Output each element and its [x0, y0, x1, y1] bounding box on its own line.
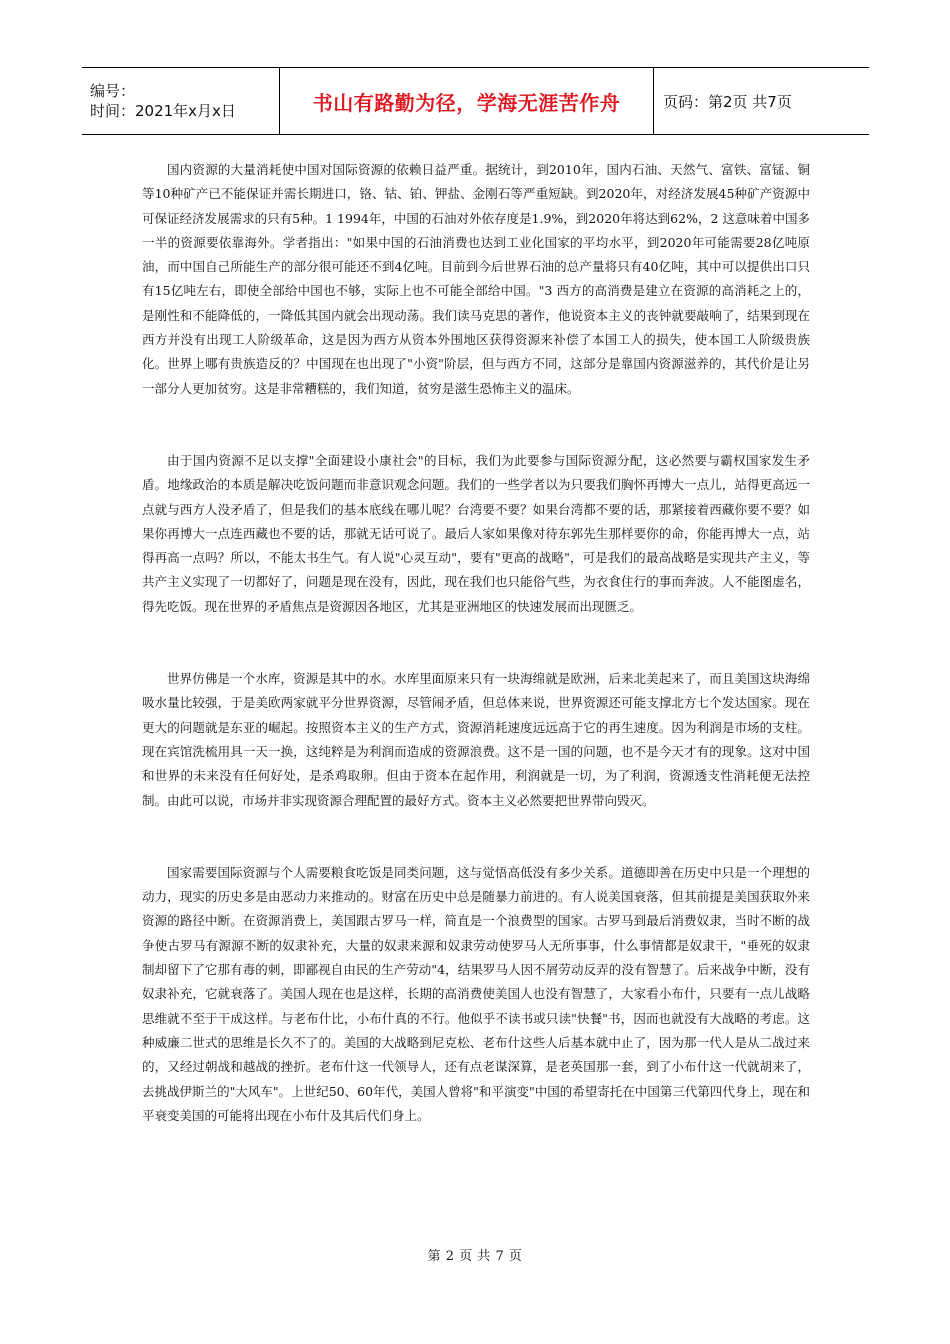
paragraph-1: 国内资源的大量消耗使中国对国际资源的依赖日益严重。据统计，到2010年，国内石油、天然气、富铁、富锰、铜等10种矿产已不能保证并需长期进口，铬、钴、铂、钾盐、金刚石等严重短缺。到2020年，对经济发展45种矿产资源中可保证经济发展需求的只有5种。1 1994年，中国的石油对外依存度是1.9%，到2020年将达到62%，2 这意味着中国多一半的资源要依靠海外。学者指出："如果中国的石油消费也达到工业化国家的平均水平，到2020年可能需要28亿吨原油，而中国自己所能生产的部分很可能还不到4亿吨。目前到今后世界石油的总产量将只有40亿吨，其中可以提供出口只有15亿吨左右，即使全部给中国也不够，实际上也不可能全部给中国。"3 西方的高消费是建立在资源的高消耗之上的，是刚性和不能降低的，一降低其国内就会出现动荡。我们读马克思的著作，他说资本主义的丧钟就要敲响了，结果到现在西方并没有出现工人阶级革命，这是因为西方从资本外围地区获得资源来补偿了本国工人的损失，使本国工人阶级贵族化。世界上哪有贵族造反的？中国现在也出现了"小资"阶层，但与西方不同，这部分是靠国内资源滋养的，其代价是让另一部分人更加贫穷。这是非常糟糕的，我们知道，贫穷是滋生恐怖主义的温床。: [142, 162, 810, 396]
document-body: [142, 158, 810, 1128]
header-page-number: 页码：第2页 共7页: [663, 92, 792, 111]
page-footer: 第 2 页 共 7 页: [427, 1249, 523, 1264]
paragraph-2: 由于国内资源不足以支撑"全面建设小康社会"的目标，我们为此要参与国际资源分配，这必然要与霸权国家发生矛盾。地缘政治的本质是解决吃饭问题而非意识观念问题。我们的一些学者以为只要我们胸怀再博大一点儿，站得更高远一点就与西方人没矛盾了，但是我们的基本底线在哪儿呢？台湾要不要？如果台湾都不要的话，那紧接着西藏你要不要？如果你再博大一点连西藏也不要的话，那就无话可说了。最后人家如果像对待东郭先生那样要你的命，你能再博大一点，站得再高一点吗？所以，不能太书生气。有人说"心灵互动"，要有"更高的战略"，可是我们的最高战略是实现共产主义，等共产主义实现了一切都好了，问题是现在没有，因此，现在我们也只能俗气些，为衣食住行的事而奔波。人不能图虚名，得先吃饭。现在世界的矛盾焦点是资源因各地区，尤其是亚洲地区的快速发展而出现匮乏。: [142, 452, 810, 614]
header-meta-cell: [82, 68, 280, 134]
paragraph-3: 世界仿佛是一个水库，资源是其中的水。水库里面原来只有一块海绵就是欧洲，后来北美起来了，而且美国这块海绵吸水量比较强，于是美欧两家就平分世界资源，尽管闹矛盾，但总体来说，世界资源还可能支撑北方七个发达国家。现在更大的问题就是东亚的崛起。按照资本主义的生产方式，资源消耗速度远远高于它的再生速度。因为利润是市场的支柱。现在宾馆洗梳用具一天一换，这纯粹是为利润而造成的资源浪费。这不是一国的问题，也不是今天才有的现象。这对中国和世界的未来没有任何好处，是杀鸡取卵。但由于资本在起作用，利润就是一切，为了利润，资源透支性消耗便无法控制。由此可以说，市场并非实现资源合理配置的最好方式。资本主义必然要把世界带向毁灭。: [142, 671, 810, 808]
paragraph-4: 国家需要国际资源与个人需要粮食吃饭是同类问题，这与觉悟高低没有多少关系。道德即善在历史中只是一个理想的动力，现实的历史多是由恶动力来推动的。财富在历史中总是随暴力前进的。有人说美国衰落，但其前提是美国获取外来资源的路径中断。在资源消费上，美国跟古罗马一样，简直是一个浪费型的国家。古罗马到最后消费奴隶，当时不断的战争使古罗马有源源不断的奴隶补充，大量的奴隶来源和奴隶劳动使罗马人无所事事，什么事情都是奴隶干，"垂死的奴隶制却留下了它那有毒的刺，即鄙视自由民的生产劳动"4，结果罗马人因不屑劳动反弄的没有智慧了。后来战争中断，没有奴隶补充，它就衰落了。美国人现在也是这样，长期的高消费使美国人也没有智慧了，大家看小布什，只要有一点儿战略思维就不至于干成这样。与老布什比，小布什真的不行。他似乎不读书或只读"快餐"书，因而也就没有大战略的考虑。这种威廉二世式的思维是长久不了的。美国的大战略到尼克松、老布什这些人后基本就中止了，因为那一代人是从二战过来的，又经过朝战和越战的挫折。老布什这一代领导人，还有点老谋深算，是老英国那一套，到了小布什这一代就胡来了，去挑战伊斯兰的"大风车"。上世纪50、60年代，美国人曾将"和平演变"中国的希望寄托在中国第三代第四代身上，现在和平衰变美国的可能将出现在小布什及其后代们身上。: [142, 864, 810, 1123]
page-header: [82, 67, 869, 135]
header-motto: 书山有路勤为径，学海无涯苦作舟: [280, 68, 654, 134]
document-date-label: 时间：2021年x月x日: [90, 102, 236, 120]
document-number-label: 编号：: [90, 82, 136, 100]
